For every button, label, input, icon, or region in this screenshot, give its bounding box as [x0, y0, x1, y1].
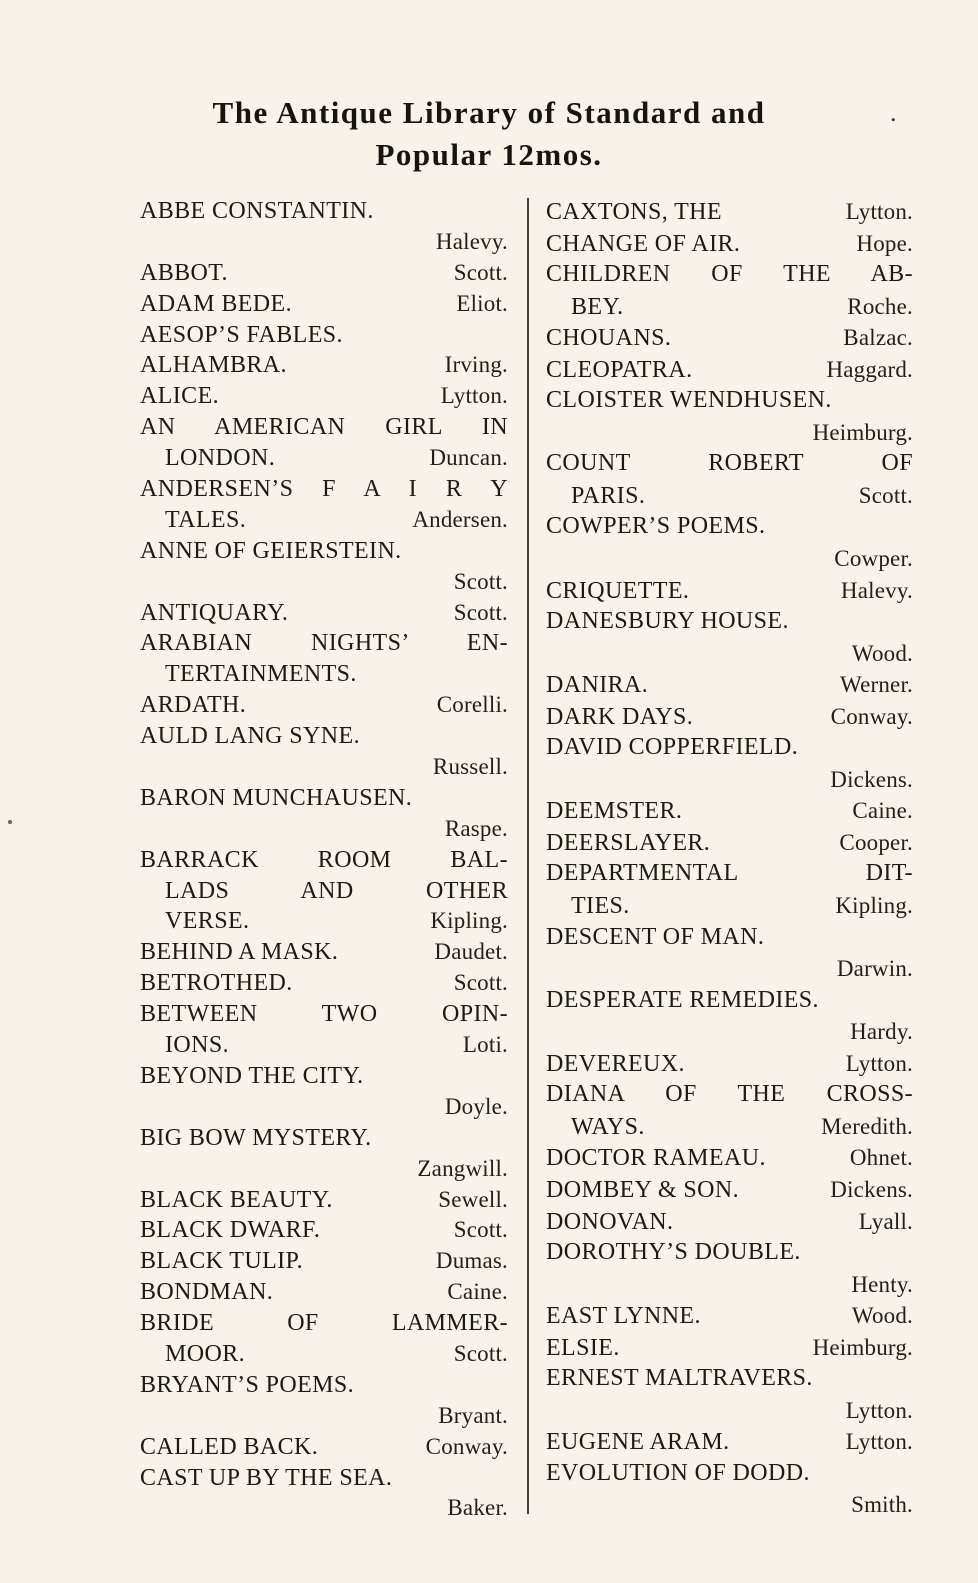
book-title-text: DOROTHY’S DOUBLE.: [546, 1239, 801, 1266]
book-author-text: Halevy.: [435, 228, 508, 254]
book-entry: [140, 289, 508, 320]
book-entry: [546, 1048, 913, 1080]
entry-line: [546, 764, 913, 796]
book-author-text: Caine.: [447, 1279, 508, 1305]
entry-line: [140, 783, 508, 814]
book-author-text: Roche.: [847, 293, 913, 319]
book-entry: [546, 228, 913, 260]
entry-line: [140, 1493, 508, 1524]
entry-line: [140, 1339, 508, 1370]
book-author-text: Scott.: [453, 599, 508, 625]
book-title-text: AESOP’S FABLES.: [140, 321, 343, 348]
book-title-text: ANNE OF GEIERSTEIN.: [140, 537, 402, 564]
book-author-text: Halevy.: [840, 577, 913, 603]
book-title-text: DANESBURY HOUSE.: [546, 608, 789, 635]
entry-line: [140, 968, 508, 999]
entry-line: [546, 1142, 913, 1174]
page-title-line2: Popular 12mos.: [375, 137, 603, 172]
book-title-text: DESCENT OF MAN.: [546, 923, 765, 950]
book-author-text: Irving.: [444, 352, 508, 378]
book-author-text: Cooper.: [839, 829, 913, 855]
book-entry: [546, 1206, 913, 1238]
book-entry: [140, 999, 508, 1061]
book-title-text: BETROTHED.: [140, 970, 293, 997]
entry-line: [140, 289, 508, 320]
entry-line: [546, 1363, 913, 1395]
entry-line: [546, 985, 913, 1017]
entry-line: [140, 1432, 508, 1463]
book-author-text: Wood.: [851, 1303, 913, 1329]
book-entry: [140, 721, 508, 783]
book-title-text: TERTAINMENTS.: [165, 661, 357, 688]
book-title-text: ANTIQUARY.: [140, 599, 289, 626]
book-title-text: CHOUANS.: [546, 325, 672, 352]
entry-line: [140, 381, 508, 412]
entry-line: [546, 1206, 913, 1238]
book-entry: [140, 937, 508, 968]
book-entry: [140, 783, 508, 845]
entry-line: [546, 354, 913, 386]
book-author-text: Dickens.: [830, 766, 913, 792]
entry-line: [546, 228, 913, 260]
entry-line: [546, 1332, 913, 1364]
book-author-text: Scott.: [453, 970, 508, 996]
entry-line: [140, 412, 508, 443]
book-author-text: Raspe.: [444, 815, 508, 841]
book-author-text: Meredith.: [821, 1113, 913, 1139]
book-author-text: Loti.: [462, 1032, 508, 1058]
entry-line: [546, 1016, 913, 1048]
entry-line: [546, 922, 913, 954]
entry-line: [546, 1111, 913, 1143]
book-author-text: Russell.: [432, 754, 508, 780]
book-author-text: Heimburg.: [812, 419, 913, 445]
entry-line: [546, 732, 913, 764]
book-title-text: ADAM BEDE.: [140, 290, 292, 317]
entry-line: [140, 474, 508, 505]
book-title-text: ARDATH.: [140, 692, 247, 719]
book-entry: [140, 536, 508, 598]
book-title-text: DEVEREUX.: [546, 1050, 685, 1077]
book-author-text: Balzac.: [843, 325, 913, 351]
entry-line: [546, 448, 913, 480]
book-title-text: BRYANT’S POEMS.: [140, 1371, 355, 1398]
book-title-text: COWPER’S POEMS.: [546, 513, 766, 540]
book-author-text: Duncan.: [429, 445, 508, 471]
book-entry: [140, 1370, 508, 1432]
book-entry: [140, 628, 508, 690]
book-title-text: ALICE.: [140, 383, 220, 410]
book-author-text: Corelli.: [436, 692, 508, 718]
entry-line: [546, 1269, 913, 1301]
entry-line: [546, 480, 913, 512]
book-author-text: Scott.: [453, 1217, 508, 1243]
book-author-text: Darwin.: [836, 956, 913, 982]
book-entry: [140, 350, 508, 381]
book-entry: [546, 1332, 913, 1364]
book-author-text: Lytton.: [845, 1397, 913, 1423]
entry-line: [140, 1123, 508, 1154]
book-title-text: ELSIE.: [546, 1334, 620, 1361]
book-entry: [140, 1061, 508, 1123]
entry-line: [546, 417, 913, 449]
book-author-text: Sewell.: [438, 1186, 508, 1212]
book-title-text: DOMBEY & SON.: [546, 1176, 739, 1203]
book-author-text: Haggard.: [826, 356, 913, 382]
entry-line: [546, 1300, 913, 1332]
entry-line: [140, 505, 508, 536]
book-title-text: ALHAMBRA.: [140, 352, 287, 379]
book-title-text: BARRACK ROOM BAL-: [140, 846, 508, 873]
entry-line: [546, 858, 913, 890]
book-author-text: Daudet.: [434, 939, 508, 965]
book-author-text: Andersen.: [412, 506, 508, 532]
book-title-text: CLEOPATRA.: [546, 356, 693, 383]
book-author-text: Conway.: [830, 703, 913, 729]
book-title-text: CLOISTER WENDHUSEN.: [546, 387, 832, 414]
entry-line: [140, 1463, 508, 1494]
book-title-text: CALLED BACK.: [140, 1433, 319, 1460]
book-entry: [546, 575, 913, 607]
left-column: [140, 196, 508, 1524]
book-title-text: DARK DAYS.: [546, 703, 694, 730]
book-entry: [140, 474, 508, 536]
book-author-text: Dickens.: [830, 1176, 913, 1202]
book-author-text: Bryant.: [438, 1402, 508, 1428]
book-title-text: PARIS.: [571, 482, 646, 509]
entry-line: [140, 659, 508, 690]
book-title-text: CHANGE OF AIR.: [546, 230, 741, 257]
book-title-text: CHILDREN OF THE AB-: [546, 261, 913, 288]
book-title-text: DAVID COPPERFIELD.: [546, 734, 799, 761]
entry-line: [546, 1458, 913, 1490]
book-entry: [546, 922, 913, 985]
book-entry: [140, 845, 508, 938]
book-entry: [546, 1237, 913, 1300]
book-entry: [546, 1363, 913, 1426]
book-author-text: Scott.: [453, 259, 508, 285]
stray-period-mark: .: [890, 98, 897, 127]
book-entry: [140, 1308, 508, 1370]
book-title-text: COUNT ROBERT OF: [546, 450, 913, 477]
book-title-text: BARON MUNCHAUSEN.: [140, 784, 413, 811]
book-author-text: Lytton.: [845, 1429, 913, 1455]
entry-line: [140, 999, 508, 1030]
book-author-text: Werner.: [840, 672, 913, 698]
book-entry: [140, 1246, 508, 1277]
book-entry: [140, 1277, 508, 1308]
book-entry: [140, 381, 508, 412]
book-title-text: BRIDE OF LAMMER-: [140, 1310, 508, 1337]
book-author-text: Zangwill.: [417, 1155, 508, 1181]
entry-line: [546, 1048, 913, 1080]
entry-line: [140, 876, 508, 907]
entry-line: [546, 701, 913, 733]
book-entry: [546, 196, 913, 228]
book-entry: [546, 1426, 913, 1458]
book-author-text: Henty.: [851, 1271, 913, 1297]
book-title-text: ERNEST MALTRAVERS.: [546, 1365, 813, 1392]
book-entry: [546, 354, 913, 386]
entry-line: [546, 259, 913, 291]
book-entry: [546, 322, 913, 354]
book-title-text: DIANA OF THE CROSS-: [546, 1081, 913, 1108]
book-entry: [546, 1142, 913, 1174]
book-entry: [546, 827, 913, 859]
book-entry: [546, 448, 913, 511]
book-author-text: Scott.: [453, 568, 508, 594]
book-entry: [140, 968, 508, 999]
entry-line: [140, 845, 508, 876]
book-entry: [140, 598, 508, 629]
entry-line: [140, 1061, 508, 1092]
entry-line: [140, 350, 508, 381]
entry-line: [140, 598, 508, 629]
entry-line: [546, 1426, 913, 1458]
right-column: [546, 196, 913, 1521]
entry-line: [546, 511, 913, 543]
entry-line: [140, 196, 508, 227]
book-author-text: Caine.: [852, 798, 913, 824]
book-entry: [546, 259, 913, 322]
entry-line: [546, 322, 913, 354]
book-entry: [140, 1185, 508, 1216]
book-title-text: EAST LYNNE.: [546, 1303, 701, 1330]
book-author-text: Eliot.: [456, 290, 508, 316]
book-author-text: Lyall.: [858, 1208, 913, 1234]
book-title-text: DEPARTMENTAL DIT-: [546, 860, 913, 887]
book-entry: [546, 985, 913, 1048]
book-entry: [140, 1123, 508, 1185]
book-title-text: DONOVAN.: [546, 1208, 674, 1235]
book-author-text: Hardy.: [850, 1019, 913, 1045]
entry-line: [546, 385, 913, 417]
book-entry: [140, 1215, 508, 1246]
book-title-text: ABBE CONSTANTIN.: [140, 198, 374, 224]
entry-line: [140, 1154, 508, 1185]
book-title-text: BETWEEN TWO OPIN-: [140, 1001, 508, 1028]
book-entry: [140, 258, 508, 289]
book-entry: [140, 320, 508, 351]
book-title-text: TIES.: [571, 893, 630, 920]
book-title-text: BLACK BEAUTY.: [140, 1186, 333, 1213]
book-entry: [546, 606, 913, 669]
entry-line: [546, 543, 913, 575]
book-title-text: BEYOND THE CITY.: [140, 1062, 364, 1089]
entry-line: [140, 258, 508, 289]
book-title-text: DOCTOR RAMEAU.: [546, 1145, 766, 1172]
book-entry: [546, 1300, 913, 1332]
book-title-text: ANDERSEN’S F A I R Y: [140, 476, 508, 503]
entry-line: [546, 291, 913, 323]
entry-line: [546, 953, 913, 985]
entry-line: [140, 814, 508, 845]
book-title-text: DANIRA.: [546, 672, 649, 699]
entry-line: [546, 1237, 913, 1269]
entry-line: [140, 906, 508, 937]
entry-line: [546, 1174, 913, 1206]
entry-line: [140, 1308, 508, 1339]
book-title-text: AN AMERICAN GIRL IN: [140, 414, 508, 441]
entry-line: [140, 1277, 508, 1308]
book-title-text: DEERSLAYER.: [546, 829, 711, 856]
entry-line: [140, 1185, 508, 1216]
book-author-text: Smith.: [851, 1492, 913, 1518]
entry-line: [140, 1215, 508, 1246]
book-entry: [546, 385, 913, 448]
entry-line: [140, 1401, 508, 1432]
entry-line: [546, 1079, 913, 1111]
entry-line: [140, 567, 508, 598]
book-author-text: Lytton.: [440, 383, 508, 409]
book-title-text: EUGENE ARAM.: [546, 1429, 730, 1456]
book-entry: [546, 511, 913, 574]
entry-line: [140, 320, 508, 351]
entry-line: [140, 628, 508, 659]
entry-line: [546, 575, 913, 607]
book-author-text: Heimburg.: [812, 1334, 913, 1360]
book-title-text: BEHIND A MASK.: [140, 939, 339, 966]
entry-line: [140, 227, 508, 258]
entry-line: [140, 1030, 508, 1061]
book-author-text: Lytton.: [845, 199, 913, 224]
book-entry: [546, 701, 913, 733]
book-author-text: Dumas.: [435, 1248, 508, 1274]
entry-line: [140, 1092, 508, 1123]
book-title-text: LONDON.: [165, 445, 276, 472]
book-entry: [140, 412, 508, 474]
column-divider-rule: [527, 198, 529, 1514]
entry-line: [140, 1246, 508, 1277]
entry-line: [546, 606, 913, 638]
book-author-text: Scott.: [453, 1340, 508, 1366]
entry-line: [140, 1370, 508, 1401]
book-entry: [140, 690, 508, 721]
book-entry: [546, 795, 913, 827]
book-title-text: MOOR.: [165, 1340, 246, 1367]
book-entry: [546, 732, 913, 795]
book-title-text: BEY.: [571, 293, 624, 320]
entry-line: [140, 690, 508, 721]
entry-line: [546, 795, 913, 827]
entry-line: [546, 1489, 913, 1521]
book-title-text: DESPERATE REMEDIES.: [546, 986, 819, 1013]
entry-line: [546, 638, 913, 670]
book-title-text: IONS.: [165, 1032, 230, 1059]
entry-line: [546, 669, 913, 701]
book-entry: [546, 1079, 913, 1142]
book-entry: [140, 1463, 508, 1525]
book-entry: [546, 1174, 913, 1206]
entry-line: [140, 443, 508, 474]
entry-line: [546, 827, 913, 859]
page-title: [0, 92, 978, 176]
book-title-text: WAYS.: [571, 1113, 645, 1140]
book-author-text: Wood.: [851, 640, 913, 666]
book-author-text: Kipling.: [430, 908, 508, 934]
book-title-text: BIG BOW MYSTERY.: [140, 1124, 372, 1151]
book-title-text: BLACK TULIP.: [140, 1248, 304, 1275]
book-author-text: Lytton.: [845, 1050, 913, 1076]
book-author-text: Kipling.: [835, 893, 913, 919]
entry-line: [140, 721, 508, 752]
entry-line: [546, 196, 913, 228]
book-title-text: DEEMSTER.: [546, 798, 683, 825]
book-author-text: Hope.: [856, 230, 913, 256]
entry-line: [546, 1395, 913, 1427]
book-entry: [546, 858, 913, 921]
page-title-line1: The Antique Library of Standard and: [212, 95, 766, 130]
book-entry: [546, 669, 913, 701]
book-entry: [140, 196, 508, 258]
book-title-text: BLACK DWARF.: [140, 1217, 321, 1244]
book-title-text: ABBOT.: [140, 259, 228, 286]
book-title-text: EVOLUTION OF DODD.: [546, 1459, 810, 1486]
book-author-text: Baker.: [447, 1495, 508, 1521]
book-title-text: ARABIAN NIGHTS’ EN-: [140, 630, 508, 657]
book-author-text: Cowper.: [834, 546, 913, 572]
book-title-text: CAST UP BY THE SEA.: [140, 1464, 393, 1491]
book-title-text: LADS AND OTHER: [165, 877, 508, 904]
book-author-text: Scott.: [858, 482, 913, 508]
book-entry: [546, 1458, 913, 1521]
entry-line: [140, 752, 508, 783]
book-entry: [140, 1432, 508, 1463]
book-author-text: Conway.: [425, 1433, 508, 1459]
book-title-text: TALES.: [165, 506, 247, 533]
book-title-text: VERSE.: [165, 908, 250, 935]
book-title-text: AULD LANG SYNE.: [140, 723, 360, 750]
book-title-text: BONDMAN.: [140, 1279, 274, 1306]
book-author-text: Ohnet.: [849, 1145, 913, 1171]
book-author-text: Doyle.: [444, 1093, 508, 1119]
book-title-text: CRIQUETTE.: [546, 577, 690, 604]
book-title-text: CAXTONS, THE: [546, 199, 722, 225]
entry-line: [140, 937, 508, 968]
scan-speck: [8, 820, 12, 824]
entry-line: [140, 536, 508, 567]
entry-line: [546, 890, 913, 922]
